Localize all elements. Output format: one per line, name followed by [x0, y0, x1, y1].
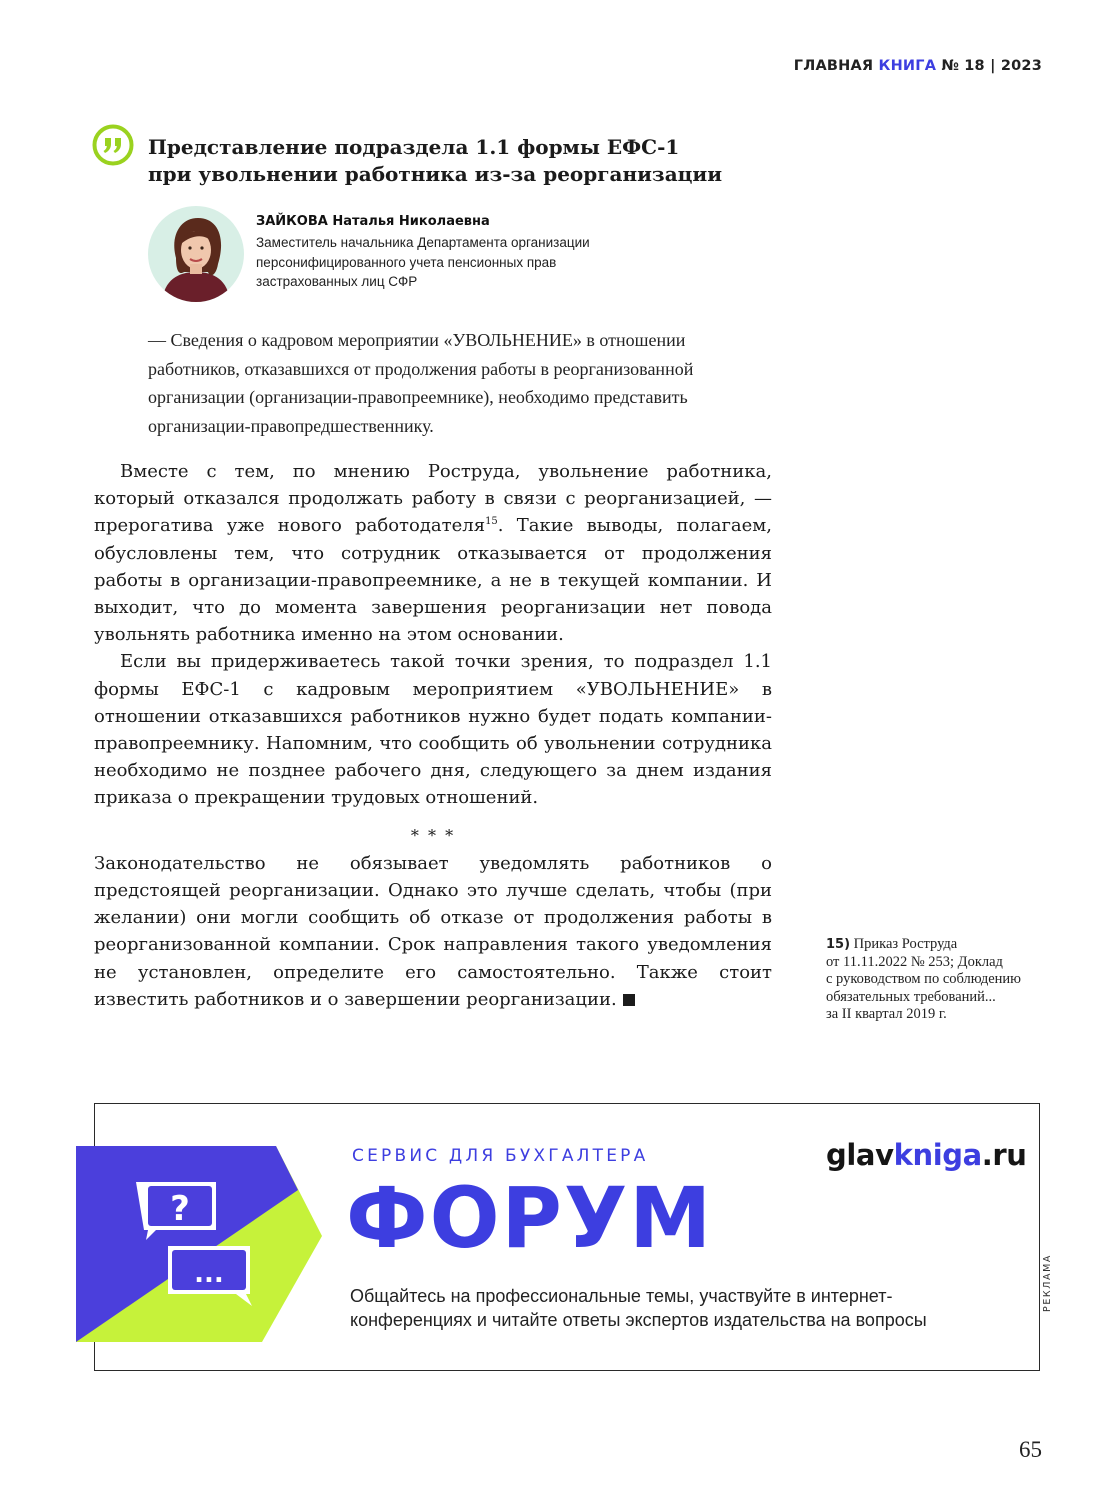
- ad-website-link[interactable]: [826, 1138, 1027, 1172]
- author-position-line-1: Заместитель начальника Департамента организации: [256, 235, 590, 250]
- title-line-2: при увольнении работника из-за реорганизации: [148, 162, 723, 186]
- site-part-1: glav: [826, 1138, 894, 1172]
- quote-line-3: организации (организации-правопреемнике), необходимо представить: [148, 387, 688, 407]
- interview-title: [148, 134, 788, 188]
- author-name: ЗАЙКОВА Наталья Николаевна: [256, 214, 490, 229]
- svg-text:?: ?: [170, 1189, 190, 1229]
- ad-service-label: СЕРВИС ДЛЯ БУХГАЛТЕРА: [352, 1146, 649, 1166]
- footnote-line-2: от 11.11.2022 № 253; Доклад: [826, 953, 1003, 970]
- ad-headline: ФОРУМ: [346, 1169, 714, 1267]
- paragraph-3-text: Законодательство не обязывает уведомлять работников о предстоящей реорганизации. Однако это лучше сделать, чтобы (при желании) они могли сообщить об отказе от продолжения работы в реорганизованной компании. Срок направления такого уведомления не установлен, определите его самостоятельно. Также стоит известить работников и о завершении реорганизации.: [94, 852, 772, 1010]
- paragraph-1-text-b: . Такие выводы, полагаем, обусловлены тем, что сотрудник отказывается от продолжения работы в организации-правопреемнике, а не в текущей компании. И выходит, что до момента завершения реорганизации нет повода увольнять работника именно на этом основании.: [94, 515, 772, 646]
- quote-line-2: работников, отказавшихся от продолжения работы в реорганизованной: [148, 358, 694, 379]
- footnote-ref-15: 15: [485, 516, 498, 528]
- quote-icon: [92, 124, 134, 166]
- footnote-number: 15): [826, 937, 851, 952]
- issue-number: № 18 | 2023: [941, 58, 1042, 74]
- article-paragraph-1: [94, 458, 772, 648]
- section-separator: * * *: [410, 825, 456, 845]
- article-paragraph-3: [94, 850, 772, 1013]
- author-photo: [148, 206, 244, 302]
- article-body: [94, 458, 772, 1013]
- end-of-article-mark: [623, 994, 635, 1006]
- ad-marker-label: РЕКЛАМА: [1042, 1253, 1053, 1312]
- quote-line-4: организации-правопредшественнику.: [148, 415, 434, 436]
- title-line-1: Представление подраздела 1.1 формы ЕФС-1: [148, 135, 680, 159]
- ad-description-line-1: Общайтесь на профессиональные темы, участвуйте в интернет-: [350, 1286, 893, 1306]
- brand-part-2: КНИГА: [878, 58, 937, 74]
- footnote-line-4: обязательных требований...: [826, 988, 996, 1005]
- masthead: [794, 58, 1042, 74]
- quote-line-1: — Сведения о кадровом мероприятии «УВОЛЬНЕНИЕ» в отношении: [148, 330, 686, 350]
- author-position-line-2: персонифицированного учета пенсионных прав: [256, 254, 557, 270]
- forum-graphic: [76, 1146, 322, 1342]
- footnote-15: [826, 936, 1046, 1024]
- author-position: [256, 233, 636, 292]
- author-position-line-3: застрахованных лиц СФР: [256, 274, 418, 289]
- article-paragraph-2: Если вы придерживаетесь такой точки зрения, то подраздел 1.1 формы ЕФС-1 с кадровым мероприятием «УВОЛЬНЕНИЕ» в отношении отказавшихся работников нужно будет подать компании-правопреемнику. Напомним, что сообщить об увольнении сотрудника необходимо не позднее рабочего дня, следующего за днем издания приказа о прекращении трудовых отношений.: [94, 651, 772, 809]
- site-part-3: .ru: [981, 1138, 1027, 1172]
- footnote-line-3: с руководством по соблюдению: [826, 971, 1022, 987]
- brand-part-1: ГЛАВНАЯ: [793, 58, 874, 74]
- svg-text:...: ...: [194, 1259, 224, 1289]
- page-number: 65: [1019, 1437, 1042, 1462]
- ad-description: [350, 1284, 1000, 1332]
- footnote-line-1: Приказ Роструда: [853, 936, 958, 952]
- ad-description-line-2: конференциях и читайте ответы экспертов издательства на вопросы: [350, 1310, 927, 1330]
- interview-quote: [148, 326, 788, 440]
- paragraph-1-text-a: Вместе с тем, по мнению Роструда, увольнение работника, который отказался продолжать работу в связи с реорганизацией, — прерогатива уже нового работодателя: [94, 461, 772, 537]
- site-part-2: kniga: [893, 1138, 982, 1172]
- footnote-line-5: за II квартал 2019 г.: [826, 1006, 947, 1022]
